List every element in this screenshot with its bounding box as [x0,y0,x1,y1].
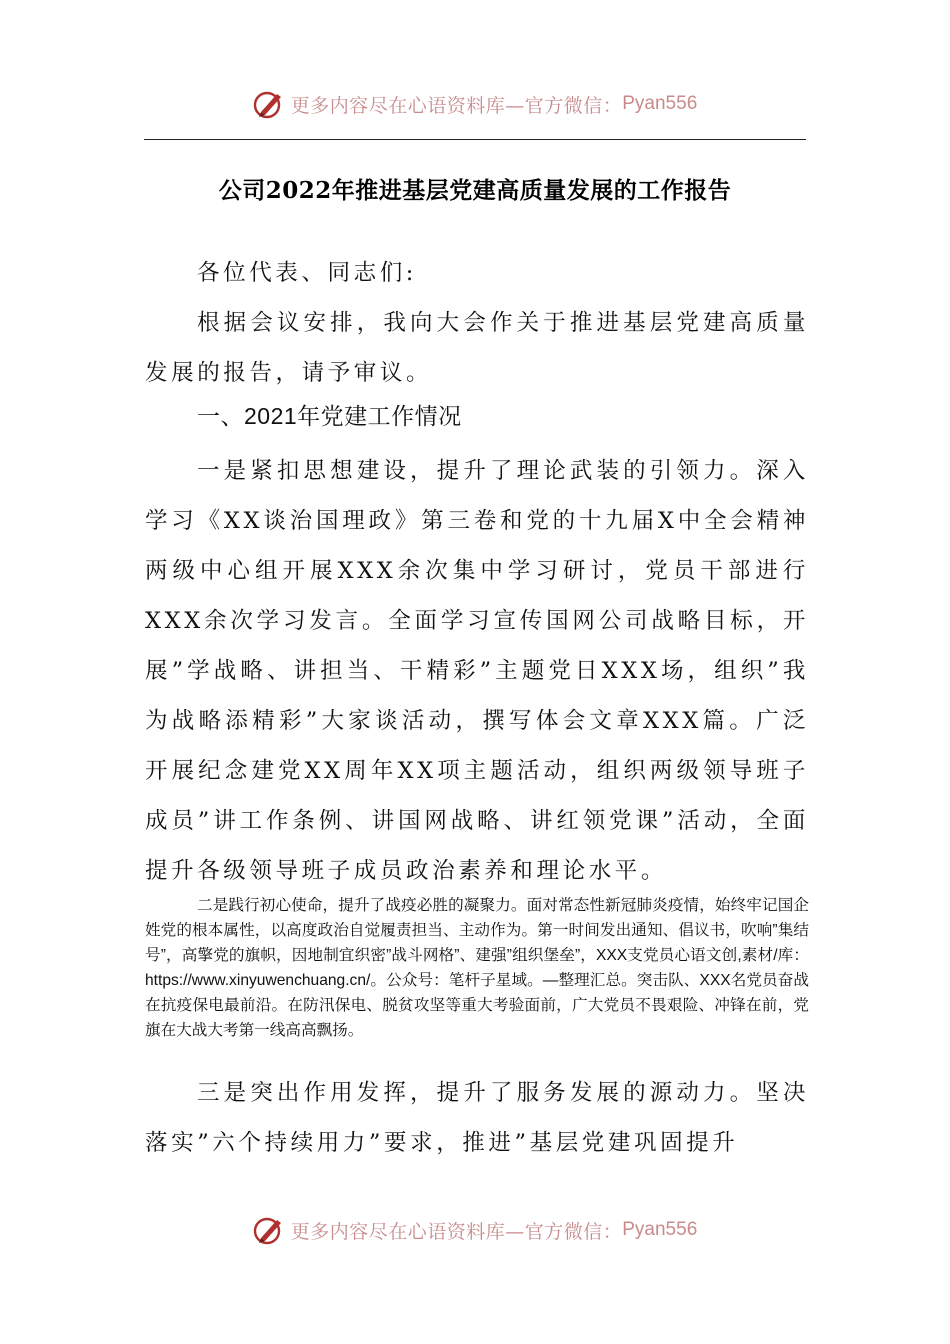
paragraph-2: 二是践行初心使命，提升了战疫必胜的凝聚力。面对常态性新冠肺炎疫情，始终牢记国企姓党的根本属性，以高度政治自觉履责担当、主动作为。第一时间发出通知、倡议书，吹响”集结号”，高擎党的旗帜，因地制宜织密”战斗网格”、建强”组织堡垒”，XXX支党员心语文创,素材/库：https://www.xinyuwenchuang.cn/。公众号：笔杆子星域。—整理汇总。突击队、XXX名党员奋战在抗疫保电最前沿。在防汛保电、脱贫攻坚等重大考验面前，广大党员不畏艰险、冲锋在前，党旗在大战大考第一线高高飘扬。 [145,897,809,1039]
paragraph-1-block [145,446,809,896]
paragraph-2-block [145,893,809,1043]
document-title: 公司2022年推进基层党建高质量发展的工作报告 [218,177,732,204]
pen-logo-icon [253,1214,285,1246]
header-watermark-banner [0,84,950,124]
paragraph-3-block [145,1068,809,1168]
intro-block [145,298,809,398]
banner-text: 更多内容尽在心语资料库—官方微信： [290,94,623,117]
paragraph-3: 三是突出作用发挥，提升了服务发展的源动力。坚决落实”六个持续用力”要求，推进”基层党建巩固提升 [145,1080,809,1156]
section-heading: 一、2021年党建工作情况 [197,403,462,429]
salutation-block [145,248,809,298]
header-divider [144,139,806,140]
banner-wechat-id: Pyan556 [622,1219,698,1240]
banner-wechat-id: Pyan556 [622,93,698,114]
paragraph-1: 一是紧扣思想建设，提升了理论武装的引领力。深入学习《XX谈治国理政》第三卷和党的十九届X中全会精神两级中心组开展XXX余次集中学习研讨，党员干部进行XXX余次学习发言。全面学习宣传国网公司战略目标，开展”学战略、讲担当、干精彩”主题党日XXX场，组织”我为战略添精彩”大家谈活动，撰写体会文章XXX篇。广泛开展纪念建党XX周年XX项主题活动，组织两级领导班子成员”讲工作条例、讲国网战略、讲红领党课”活动，全面提升各级领导班子成员政治素养和理论水平。 [145,458,809,884]
footer-watermark-banner [0,1210,950,1250]
intro-paragraph: 根据会议安排，我向大会作关于推进基层党建高质量发展的报告，请予审议。 [145,310,809,386]
banner-text: 更多内容尽在心语资料库—官方微信： [290,1220,623,1243]
pen-logo-icon [253,88,285,120]
salutation: 各位代表、同志们: [197,260,417,286]
